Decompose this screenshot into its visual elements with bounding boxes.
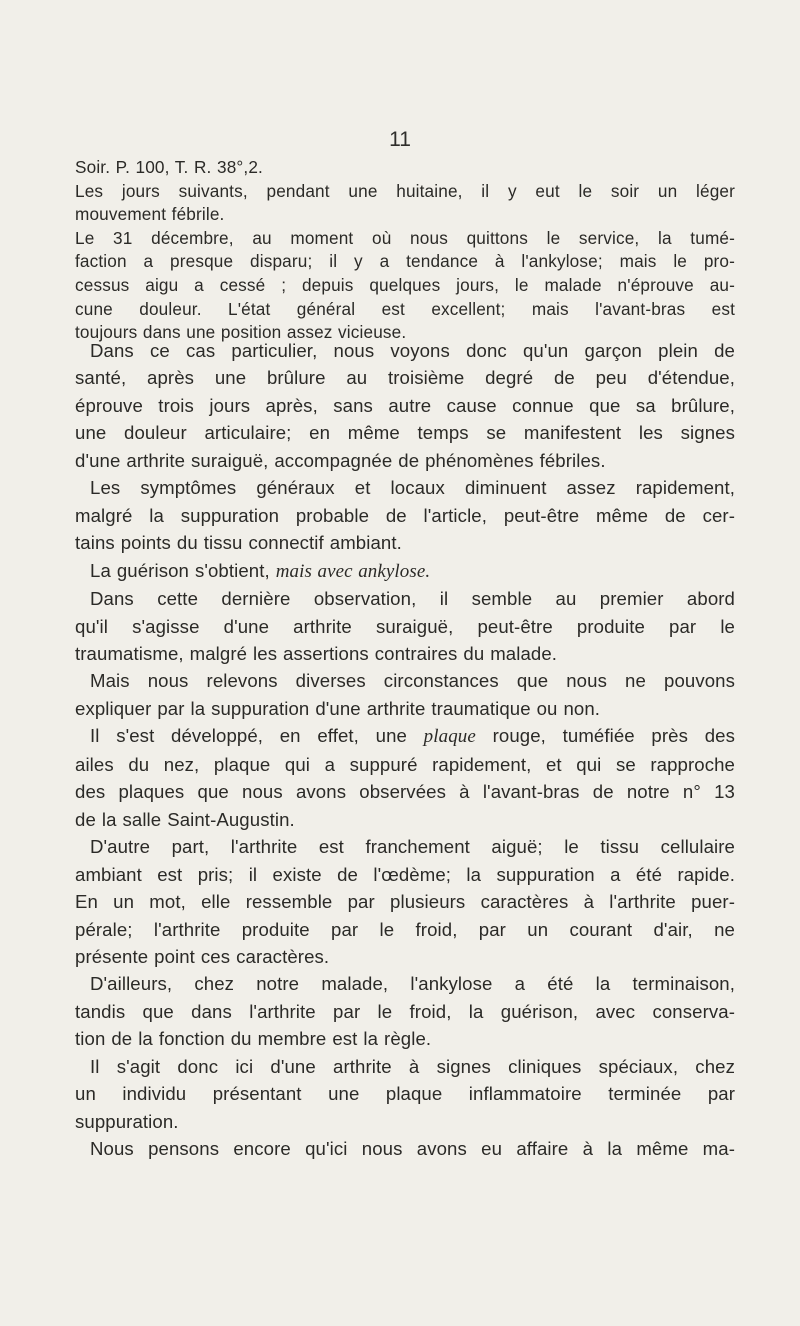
text-line: santé, après une brûlure au troisième degré de peu d'étendue,	[75, 367, 735, 389]
text-line: faction a presque disparu; il y a tendance à l'ankylose; mais le pro-	[75, 251, 735, 272]
text-line	[75, 557, 735, 585]
text-line: mouvement fébrile.	[75, 204, 225, 225]
text-line: une douleur articulaire; en même temps se manifestent les signes	[75, 422, 735, 444]
text-line: toujours dans une position assez vicieuse.	[75, 322, 407, 343]
text-line: suppuration.	[75, 1110, 179, 1132]
text-line: D'autre part, l'arthrite est franchement aiguë; le tissu cellulaire	[90, 836, 735, 858]
italic-word: plaque	[423, 726, 476, 748]
text-line: ailes du nez, plaque qui a suppuré rapidement, et qui se rapproche	[75, 753, 735, 775]
text-line: pérale; l'arthrite produite par le froid, par un courant d'air, ne	[75, 918, 735, 940]
text-line: présente point ces caractères.	[75, 945, 330, 967]
text-segment: La guérison s'obtient,	[90, 559, 270, 581]
text-line: tandis que dans l'arthrite par le froid, la guérison, avec conserva-	[75, 1000, 735, 1022]
text-line: Soir. P. 100, T. R. 38°,2.	[75, 157, 263, 177]
text-line: tains points du tissu connectif ambiant.	[75, 532, 402, 554]
observation-notes	[75, 156, 735, 345]
text-line: qu'il s'agisse d'une arthrite suraiguë, peut-être produite par le	[75, 615, 735, 637]
text-line: En un mot, elle ressemble par plusieurs caractères à l'arthrite puer-	[75, 891, 735, 913]
text-line: tion de la fonction du membre est la règle.	[75, 1028, 432, 1050]
text-line: un individu présentant une plaque inflammatoire terminée par	[75, 1083, 735, 1105]
text-line: expliquer par la suppuration d'une arthrite traumatique ou non.	[75, 697, 601, 719]
text-segment: Il s'est développé, en effet, une	[90, 725, 407, 747]
text-line: des plaques que nous avons observées à l'avant-bras de notre n° 13	[75, 781, 735, 803]
text-line: Les symptômes généraux et locaux diminuent assez rapidement,	[90, 477, 735, 499]
text-line: Il s'agit donc ici d'une arthrite à signes cliniques spéciaux, chez	[90, 1055, 735, 1077]
text-line: traumatisme, malgré les assertions contraires du malade.	[75, 642, 558, 664]
text-line: d'une arthrite suraiguë, accompagnée de phénomènes fébriles.	[75, 449, 606, 471]
text-line: malgré la suppuration probable de l'article, peut-être même de cer-	[75, 504, 735, 526]
text-line: cessus aigu a cessé ; depuis quelques jours, le malade n'éprouve au-	[75, 274, 735, 295]
italic-phrase: mais avec ankylose.	[275, 560, 431, 582]
text-segment: rouge, tuméfiée près des	[492, 725, 735, 747]
text-line: Nous pensons encore qu'ici nous avons eu affaire à la même ma-	[90, 1138, 735, 1160]
text-line: Les jours suivants, pendant une huitaine, il y eut le soir un léger	[75, 180, 735, 201]
text-line: ambiant est pris; il existe de l'œdème; la suppuration a été rapide.	[75, 863, 735, 885]
text-line: de la salle Saint-Augustin.	[75, 808, 295, 830]
text-line: Le 31 décembre, au moment où nous quittons le service, la tumé-	[75, 227, 735, 248]
text-line: D'ailleurs, chez notre malade, l'ankylose a été la terminaison,	[90, 973, 735, 995]
text-line: cune douleur. L'état général est excellent; mais l'avant-bras est	[75, 298, 735, 319]
text-line: Mais nous relevons diverses circonstances que nous ne pouvons	[90, 670, 735, 692]
text-line: Dans cette dernière observation, il semble au premier abord	[90, 588, 735, 610]
text-line	[75, 722, 735, 750]
commentary-body	[75, 337, 735, 1163]
page-number: 11	[389, 128, 411, 151]
text-line: éprouve trois jours après, sans autre cause connue que sa brûlure,	[75, 394, 735, 416]
text-line: Dans ce cas particulier, nous voyons donc qu'un garçon plein de	[90, 340, 735, 361]
